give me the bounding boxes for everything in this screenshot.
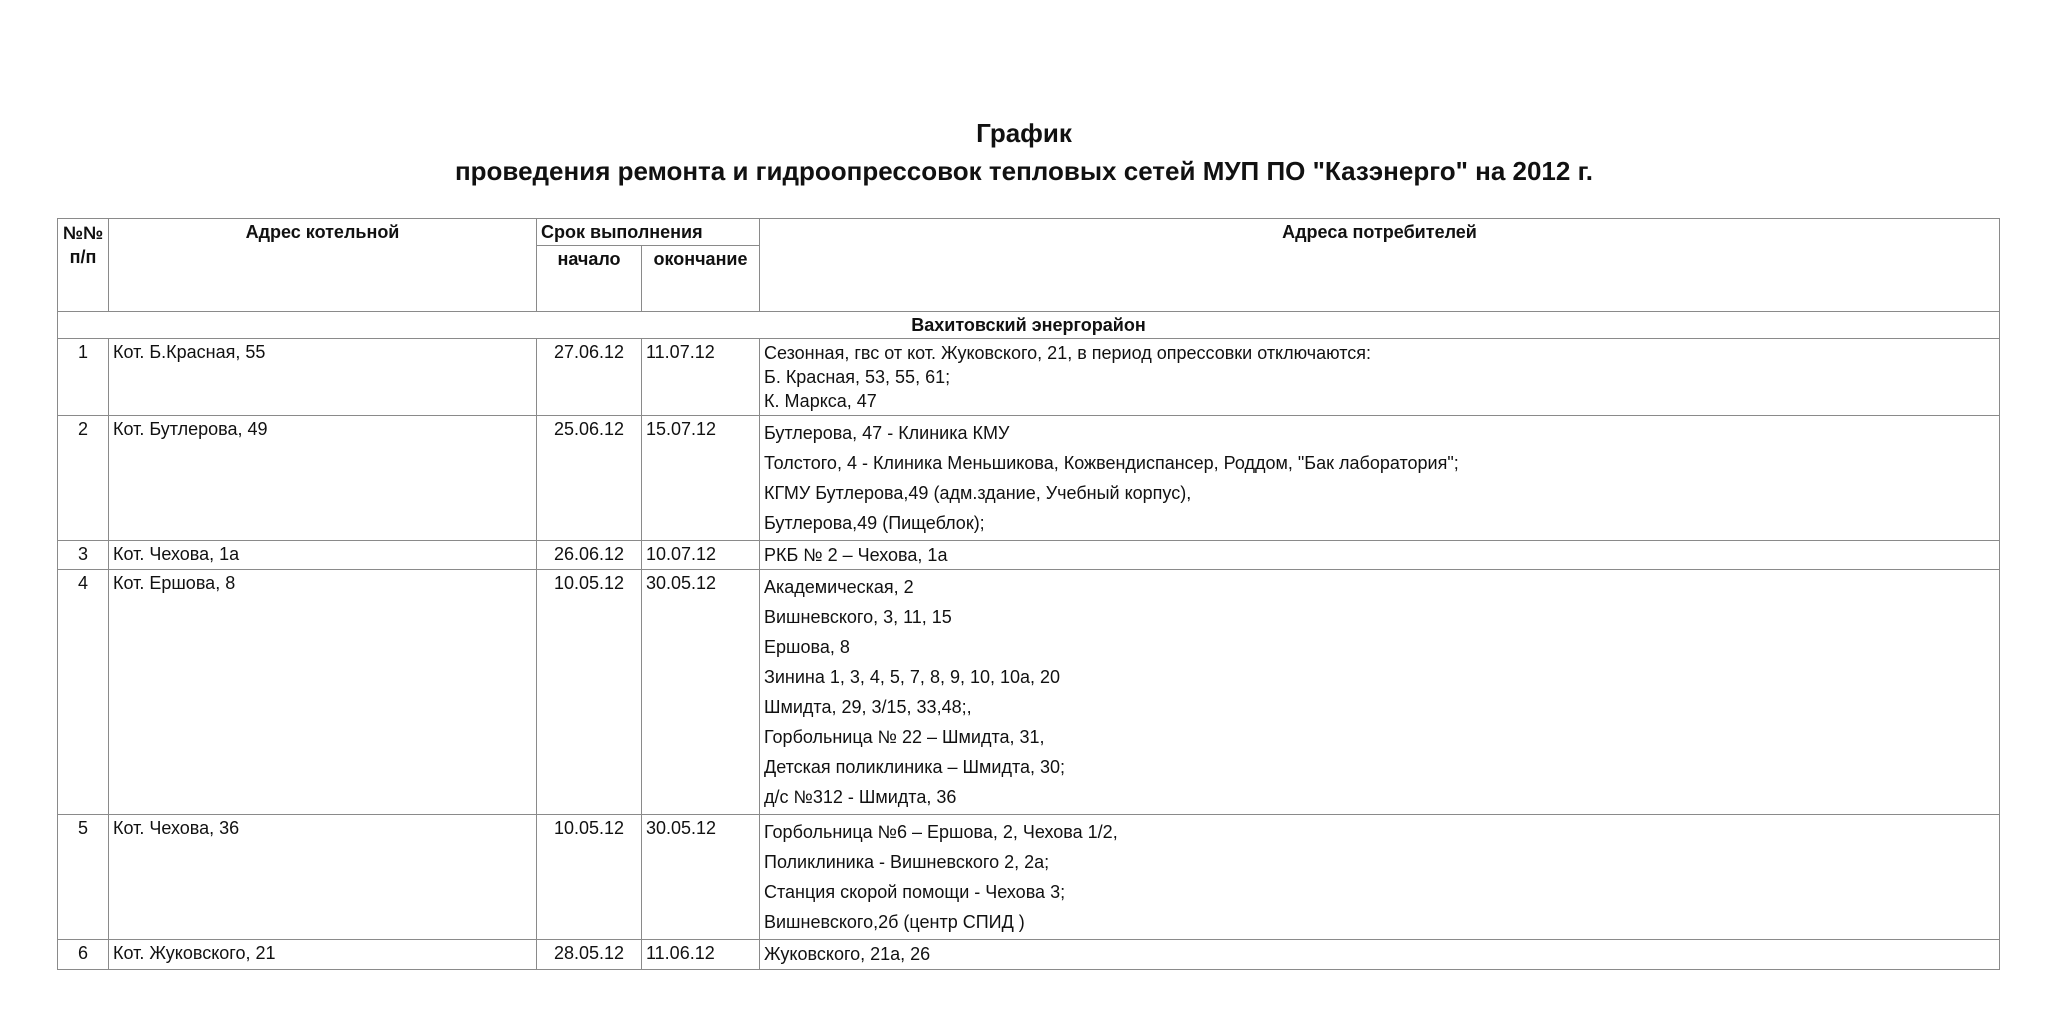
row-number: 5 [58,815,109,940]
consumer-address-line: Детская поликлиника – Шмидта, 30; [764,757,1066,777]
header-start: начало [537,246,642,312]
start-date: 10.05.12 [537,815,642,940]
row-number: 1 [58,339,109,416]
consumer-address-line: Поликлиника - Вишневского 2, 2а; [764,852,1050,872]
consumer-address-line: д/с №312 - Шмидта, 36 [764,787,957,807]
boiler-address: Кот. Чехова, 36 [109,815,537,940]
consumer-address-line: Зинина 1, 3, 4, 5, 7, 8, 9, 10, 10а, 20 [764,667,1061,687]
consumer-address-line: Б. Красная, 53, 55, 61; [764,367,951,387]
table-row [58,339,2000,416]
boiler-address: Кот. Б.Красная, 55 [109,339,537,416]
start-date: 25.06.12 [537,416,642,541]
end-date: 11.07.12 [642,339,760,416]
consumer-address-line: Жуковского, 21а, 26 [764,944,931,964]
document-subtitle: проведения ремонта и гидроопрессовок тепловых сетей МУП ПО "Казэнерго" на 2012 г. [454,156,1594,186]
row-number: 4 [58,570,109,815]
end-date: 30.05.12 [642,815,760,940]
consumer-address-line: Академическая, 2 [764,577,914,597]
end-date: 11.06.12 [642,940,760,970]
consumer-address-line: Станция скорой помощи - Чехова 3; [764,882,1066,902]
consumer-address-line: Шмидта, 29, 3/15, 33,48;, [764,697,972,717]
boiler-address: Кот. Чехова, 1а [109,541,537,570]
consumer-address-line: Вишневского, 3, 11, 15 [764,607,952,627]
header-num: №№ п/п [58,219,109,312]
consumer-address-line: Ершова, 8 [764,637,850,657]
end-date: 30.05.12 [642,570,760,815]
header-period: Срок выполнения [537,219,760,246]
start-date: 28.05.12 [537,940,642,970]
consumer-addresses [760,815,2000,940]
consumer-addresses [760,541,2000,570]
consumer-address-line: Толстого, 4 - Клиника Меньшикова, Кожвендиспансер, Роддом, "Бак лаборатория"; [764,453,1459,473]
schedule-rows [58,339,2000,970]
consumer-address-line: Горбольница № 22 – Шмидта, 31, [764,727,1045,747]
table-row [58,570,2000,815]
table-row [58,940,2000,970]
end-date: 15.07.12 [642,416,760,541]
consumer-address-line: Вишневского,2б (центр СПИД ) [764,912,1025,932]
document-title: График [976,118,1072,148]
consumer-address-line: Бутлерова,49 (Пищеблок); [764,513,985,533]
consumer-addresses [760,416,2000,541]
consumer-address-line: Горбольница №6 – Ершова, 2, Чехова 1/2, [764,822,1118,842]
row-number: 6 [58,940,109,970]
document-title-block [0,114,2048,190]
start-date: 26.06.12 [537,541,642,570]
consumer-addresses [760,339,2000,416]
consumer-address-line: КГМУ Бутлерова,49 (адм.здание, Учебный корпус), [764,483,1192,503]
header-end: окончание [642,246,760,312]
start-date: 27.06.12 [537,339,642,416]
consumer-address-line: К. Маркса, 47 [764,391,877,411]
end-date: 10.07.12 [642,541,760,570]
schedule-table [57,218,2000,970]
boiler-address: Кот. Бутлерова, 49 [109,416,537,541]
consumer-address-line: РКБ № 2 – Чехова, 1а [764,545,948,565]
consumer-addresses [760,940,2000,970]
table-row [58,416,2000,541]
header-consumers: Адреса потребителей [760,219,2000,312]
start-date: 10.05.12 [537,570,642,815]
table-row [58,815,2000,940]
district-label: Вахитовский энергорайон [58,312,2000,339]
row-number: 3 [58,541,109,570]
consumer-address-line: Сезонная, гвс от кот. Жуковского, 21, в период опрессовки отключаются: [764,343,1372,363]
header-row [58,219,2000,246]
table-row [58,541,2000,570]
consumer-addresses [760,570,2000,815]
row-number: 2 [58,416,109,541]
consumer-address-line: Бутлерова, 47 - Клиника КМУ [764,423,1010,443]
boiler-address: Кот. Ершова, 8 [109,570,537,815]
district-row [58,312,2000,339]
header-boiler-address: Адрес котельной [109,219,537,312]
boiler-address: Кот. Жуковского, 21 [109,940,537,970]
